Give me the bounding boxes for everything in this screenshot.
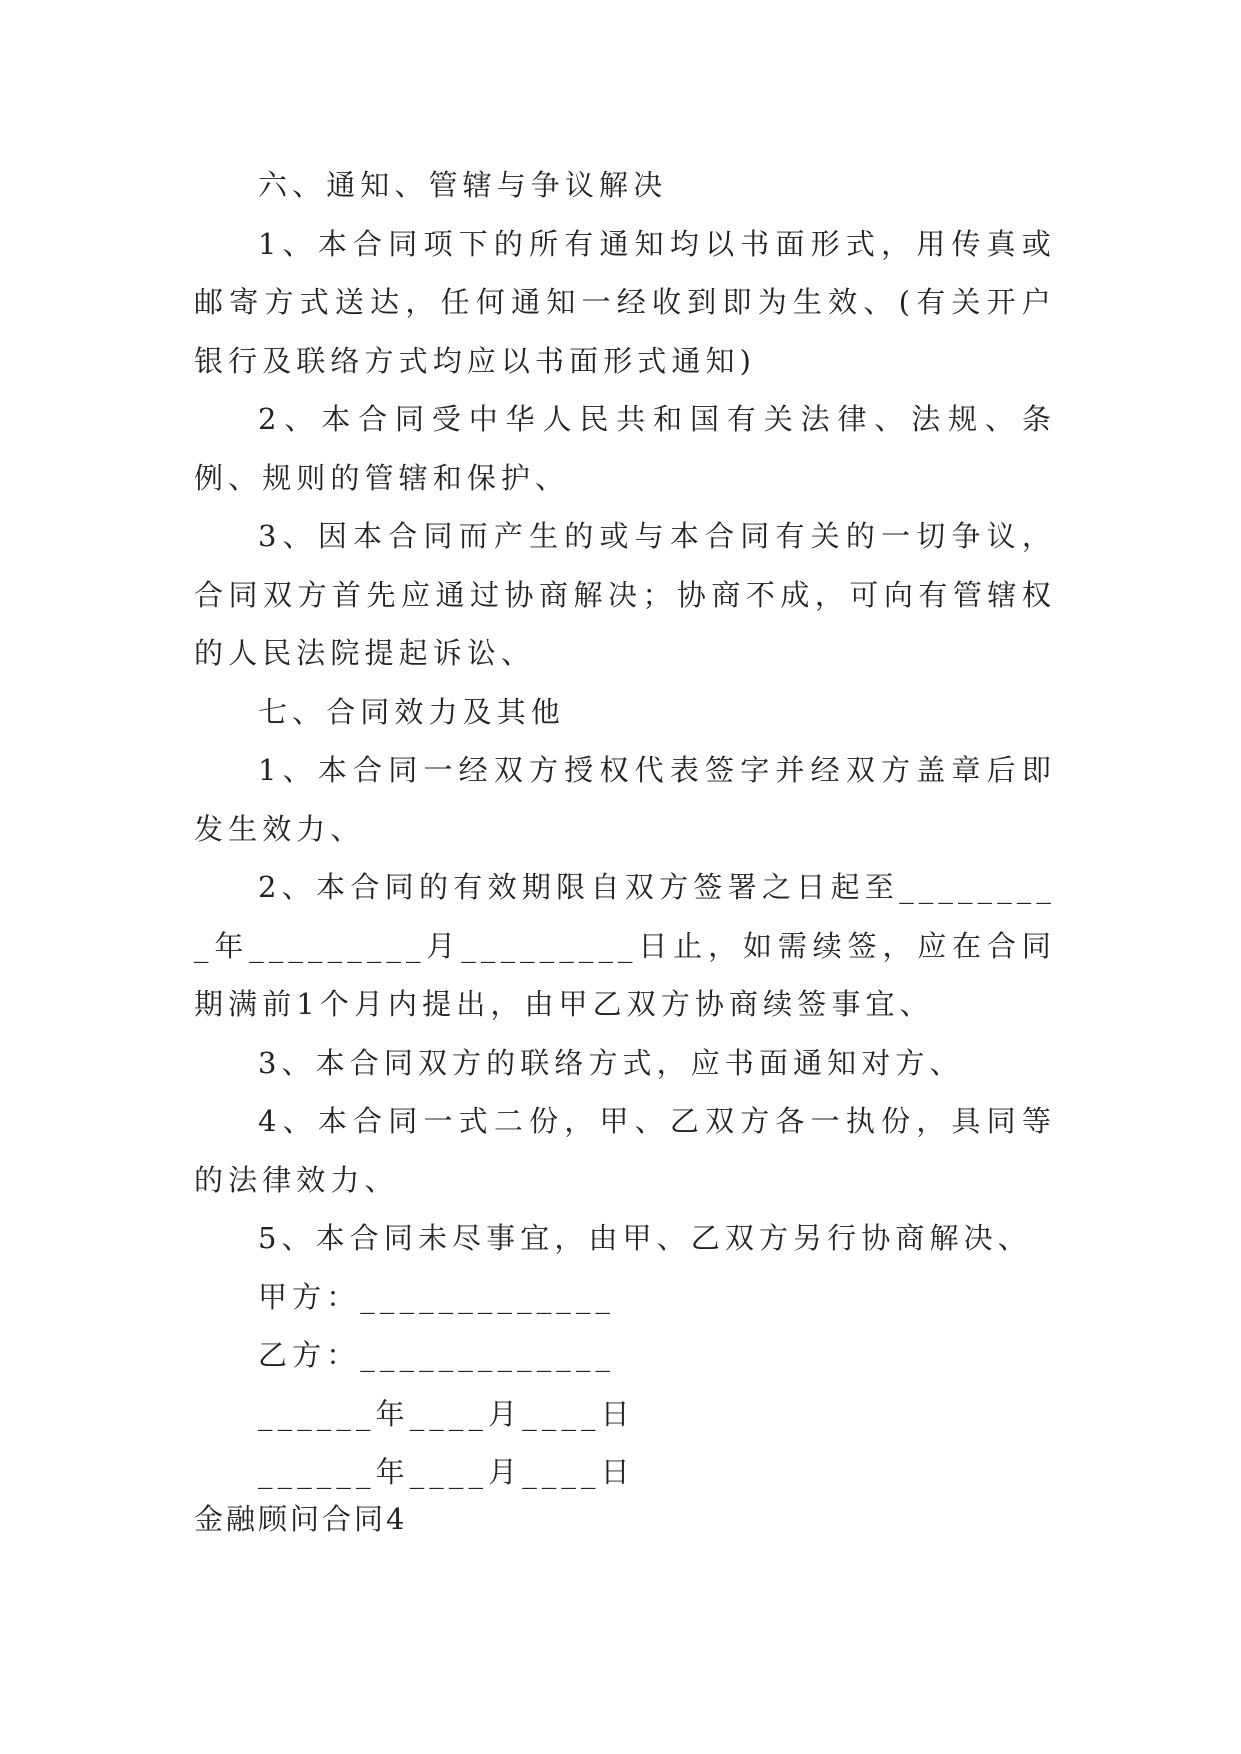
section-heading-effect: 七、合同效力及其他 bbox=[258, 694, 565, 729]
signature-party-b: 乙方：_____________ bbox=[258, 1338, 616, 1372]
clause-governing-law: 2、本合同受中华人民共和国有关法律、法规、条例、规则的管辖和保护、 bbox=[194, 402, 1056, 495]
clause-notice-delivery: 1、本合同项下的所有通知均以书面形式，用传真或邮寄方式送达，任何通知一经收到即为生效、(有关开户银行及联络方式均应以书面形式通知) bbox=[194, 226, 1056, 378]
signature-party-a: 甲方：_____________ bbox=[258, 1279, 616, 1314]
contract-body bbox=[194, 156, 1056, 1502]
clause-effectiveness: 1、本合同一经双方授权代表签字并经双方盖章后即发生效力、 bbox=[194, 753, 1056, 846]
signature-date-a: ______年____月____日 bbox=[258, 1396, 635, 1431]
clause-contact-info: 3、本合同双方的联络方式，应书面通知对方、 bbox=[258, 1045, 964, 1080]
clause-copies: 4、本合同一式二份，甲、乙双方各一执份，具同等的法律效力、 bbox=[194, 1104, 1056, 1197]
section-heading-notice: 六、通知、管辖与争议解决 bbox=[258, 168, 668, 202]
clause-other-matters: 5、本合同未尽事宜，由甲、乙双方另行协商解决、 bbox=[258, 1221, 1032, 1255]
clause-validity-period: 2、本合同的有效期限自双方签署之日起至_________年_________月_________日止，如需续签，应在合同期满前1个月内提出，由甲乙双方协商续签事宜、 bbox=[194, 870, 1056, 1021]
next-contract-title: 金融顾问合同4 bbox=[194, 1502, 408, 1536]
clause-dispute-resolution: 3、因本合同而产生的或与本合同有关的一切争议，合同双方首先应通过协商解决；协商不成，可向有管辖权的人民法院提起诉讼、 bbox=[194, 519, 1056, 670]
signature-date-b: ______年____月____日 bbox=[258, 1455, 635, 1489]
